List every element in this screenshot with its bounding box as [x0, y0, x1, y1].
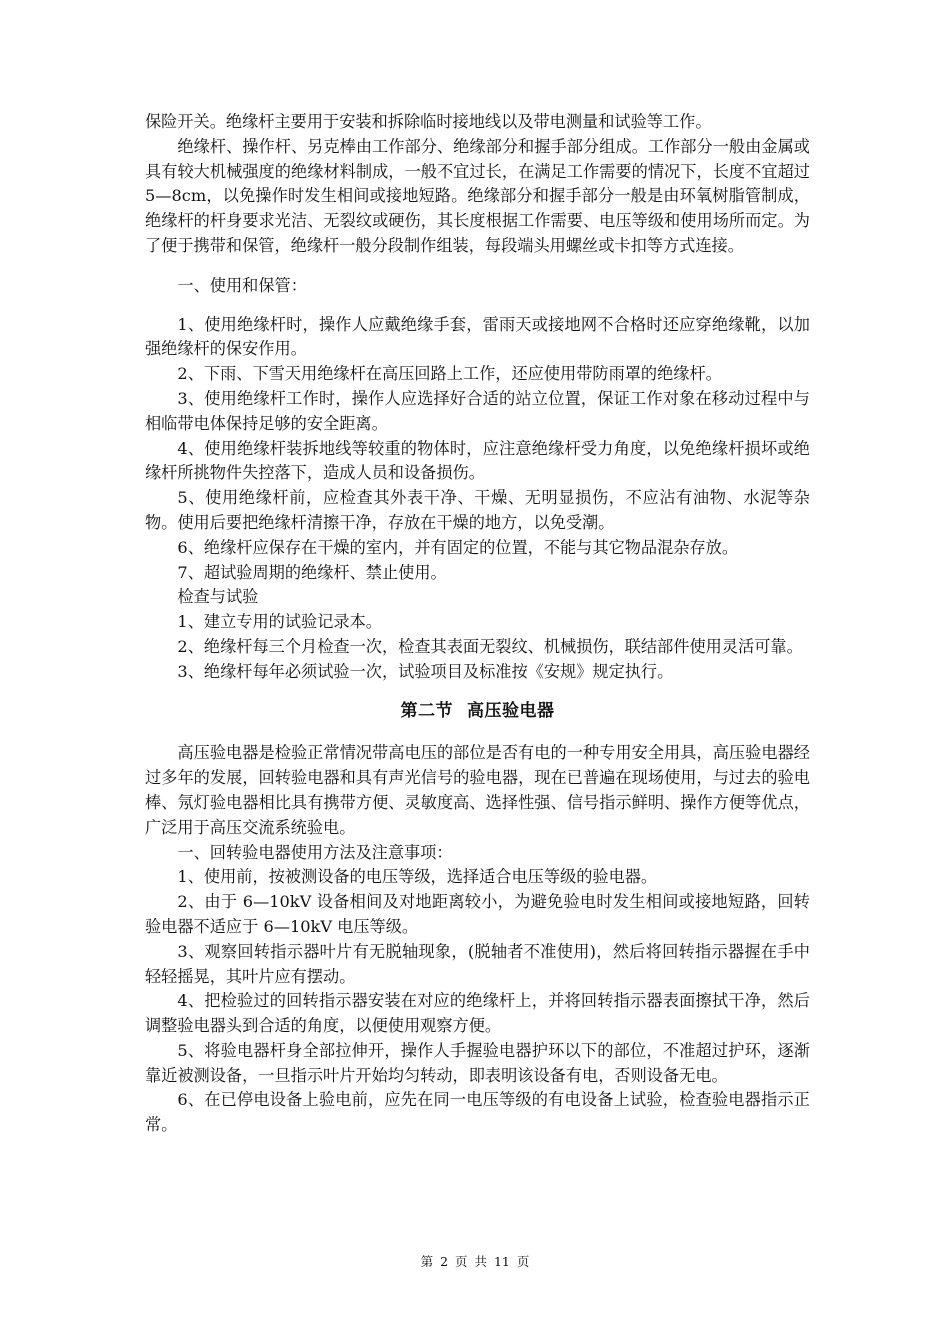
inspection-item-2: 2、绝缘杆每三个月检查一次，检查其表面无裂纹、机械损伤，联结部件使用灵活可靠。 — [177, 636, 803, 656]
rotary-item-2: 2、由于 6—10kV 设备相间及对地距离较小，为避免验电时发生相间或接地短路，回转验电器不适应于 6—10kV 电压等级。 — [145, 892, 810, 936]
heading-usage-and-storage: 一、使用和保管： — [177, 275, 307, 295]
inspection-item-1: 1、建立专用的试验记录本。 — [177, 612, 382, 632]
usage-item-3: 3、使用绝缘杆工作时，操作人应选择好合适的站立位置，保证工作对象在移动过程中与相临带电体保持足够的安全距离。 — [145, 388, 810, 433]
section-name: 高压验电器 — [467, 700, 555, 721]
usage-item-6: 6、绝缘杆应保存在干燥的室内，并有固定的位置，不能与其它物品混杂存放。 — [177, 537, 739, 557]
heading-rotary-electroscope: 一、回转验电器使用方法及注意事项： — [177, 842, 453, 862]
usage-item-7: 7、超试验周期的绝缘杆、禁止使用。 — [177, 562, 447, 582]
usage-item-5: 5、使用绝缘杆前，应检查其外表干净、干燥、无明显损伤，不应沾有油物、水泥等杂物。使用后要把绝缘杆清擦干净，存放在干燥的地方，以免受潮。 — [145, 488, 810, 532]
rotary-item-3: 3、观察回转指示器叶片有无脱轴现象，(脱轴者不准使用)，然后将回转指示器握在手中轻轻摇晃，其叶片应有摆动。 — [145, 941, 810, 986]
rotary-item-1: 1、使用前，按被测设备的电压等级，选择适合电压等级的验电器。 — [177, 867, 658, 887]
paragraph-section-intro: 高压验电器是检验正常情况带高电压的部位是否有电的一种专用安全用具，高压验电器经过多年的发展，回转验电器和具有声光信号的验电器，现在已普遍在现场使用，与过去的验电棒、氖灯验电器相比具有携带方便、灵敏度高、选择性强、信号指示鲜明、操作方便等优点，广泛用于高压交流系统验电。 — [145, 743, 810, 837]
section-title — [145, 699, 810, 724]
page-footer: 第 2 页 共 11 页 — [420, 1254, 530, 1269]
rotary-item-5: 5、将验电器杆身全部拉伸开，操作人手握验电器护环以下的部位，不准超过护环，逐渐靠近被测设备，一旦指示叶片开始均匀转动，即表明该设备有电，否则设备无电。 — [145, 1040, 810, 1085]
rotary-item-4: 4、把检验过的回转指示器安装在对应的绝缘杆上，并将回转指示器表面擦拭干净，然后调整验电器头到合适的角度，以便使用观察方便。 — [145, 991, 810, 1036]
section-number: 第二节 — [400, 700, 453, 721]
inspection-item-3: 3、绝缘杆每年必须试验一次，试验项目及标准按《安规》规定执行。 — [177, 661, 674, 681]
heading-inspection-and-test: 检查与试验 — [177, 587, 259, 607]
rotary-item-6: 6、在已停电设备上验电前，应先在同一电压等级的有电设备上试验，检查验电器指示正常。 — [145, 1090, 810, 1135]
paragraph-continuation: 保险开关。绝缘杆主要用于安装和拆除临时接地线以及带电测量和试验等工作。 — [145, 112, 712, 131]
usage-item-1: 1、使用绝缘杆时，操作人应戴绝缘手套，雷雨天或接地网不合格时还应穿绝缘靴，以加强绝缘杆的保安作用。 — [145, 314, 810, 359]
paragraph-insulating-rod-structure: 绝缘杆、操作杆、另克棒由工作部分、绝缘部分和握手部分组成。工作部分一般由金属或具有较大机械强度的绝缘材料制成，一般不宜过长，在满足工作需要的情况下，长度不宜超过 5—8cm，以免操作时发生相间或接地短路。绝缘部分和握手部分一般是由环氧树脂管制成，绝缘杆的杆身要求光洁、无裂纹或硬伤，其长度根据工作需要、电压等级和使用场所而定。为了便于携带和保管，绝缘杆一般分段制作组装，每段端头用螺丝或卡扣等方式连接。 — [145, 136, 810, 255]
usage-item-4: 4、使用绝缘杆装拆地线等较重的物体时，应注意绝缘杆受力角度，以免绝缘杆损坏或绝缘杆所挑物件失控落下，造成人员和设备损伤。 — [145, 438, 810, 483]
usage-item-2: 2、下雨、下雪天用绝缘杆在高压回路上工作，还应使用带防雨罩的绝缘杆。 — [177, 364, 722, 384]
